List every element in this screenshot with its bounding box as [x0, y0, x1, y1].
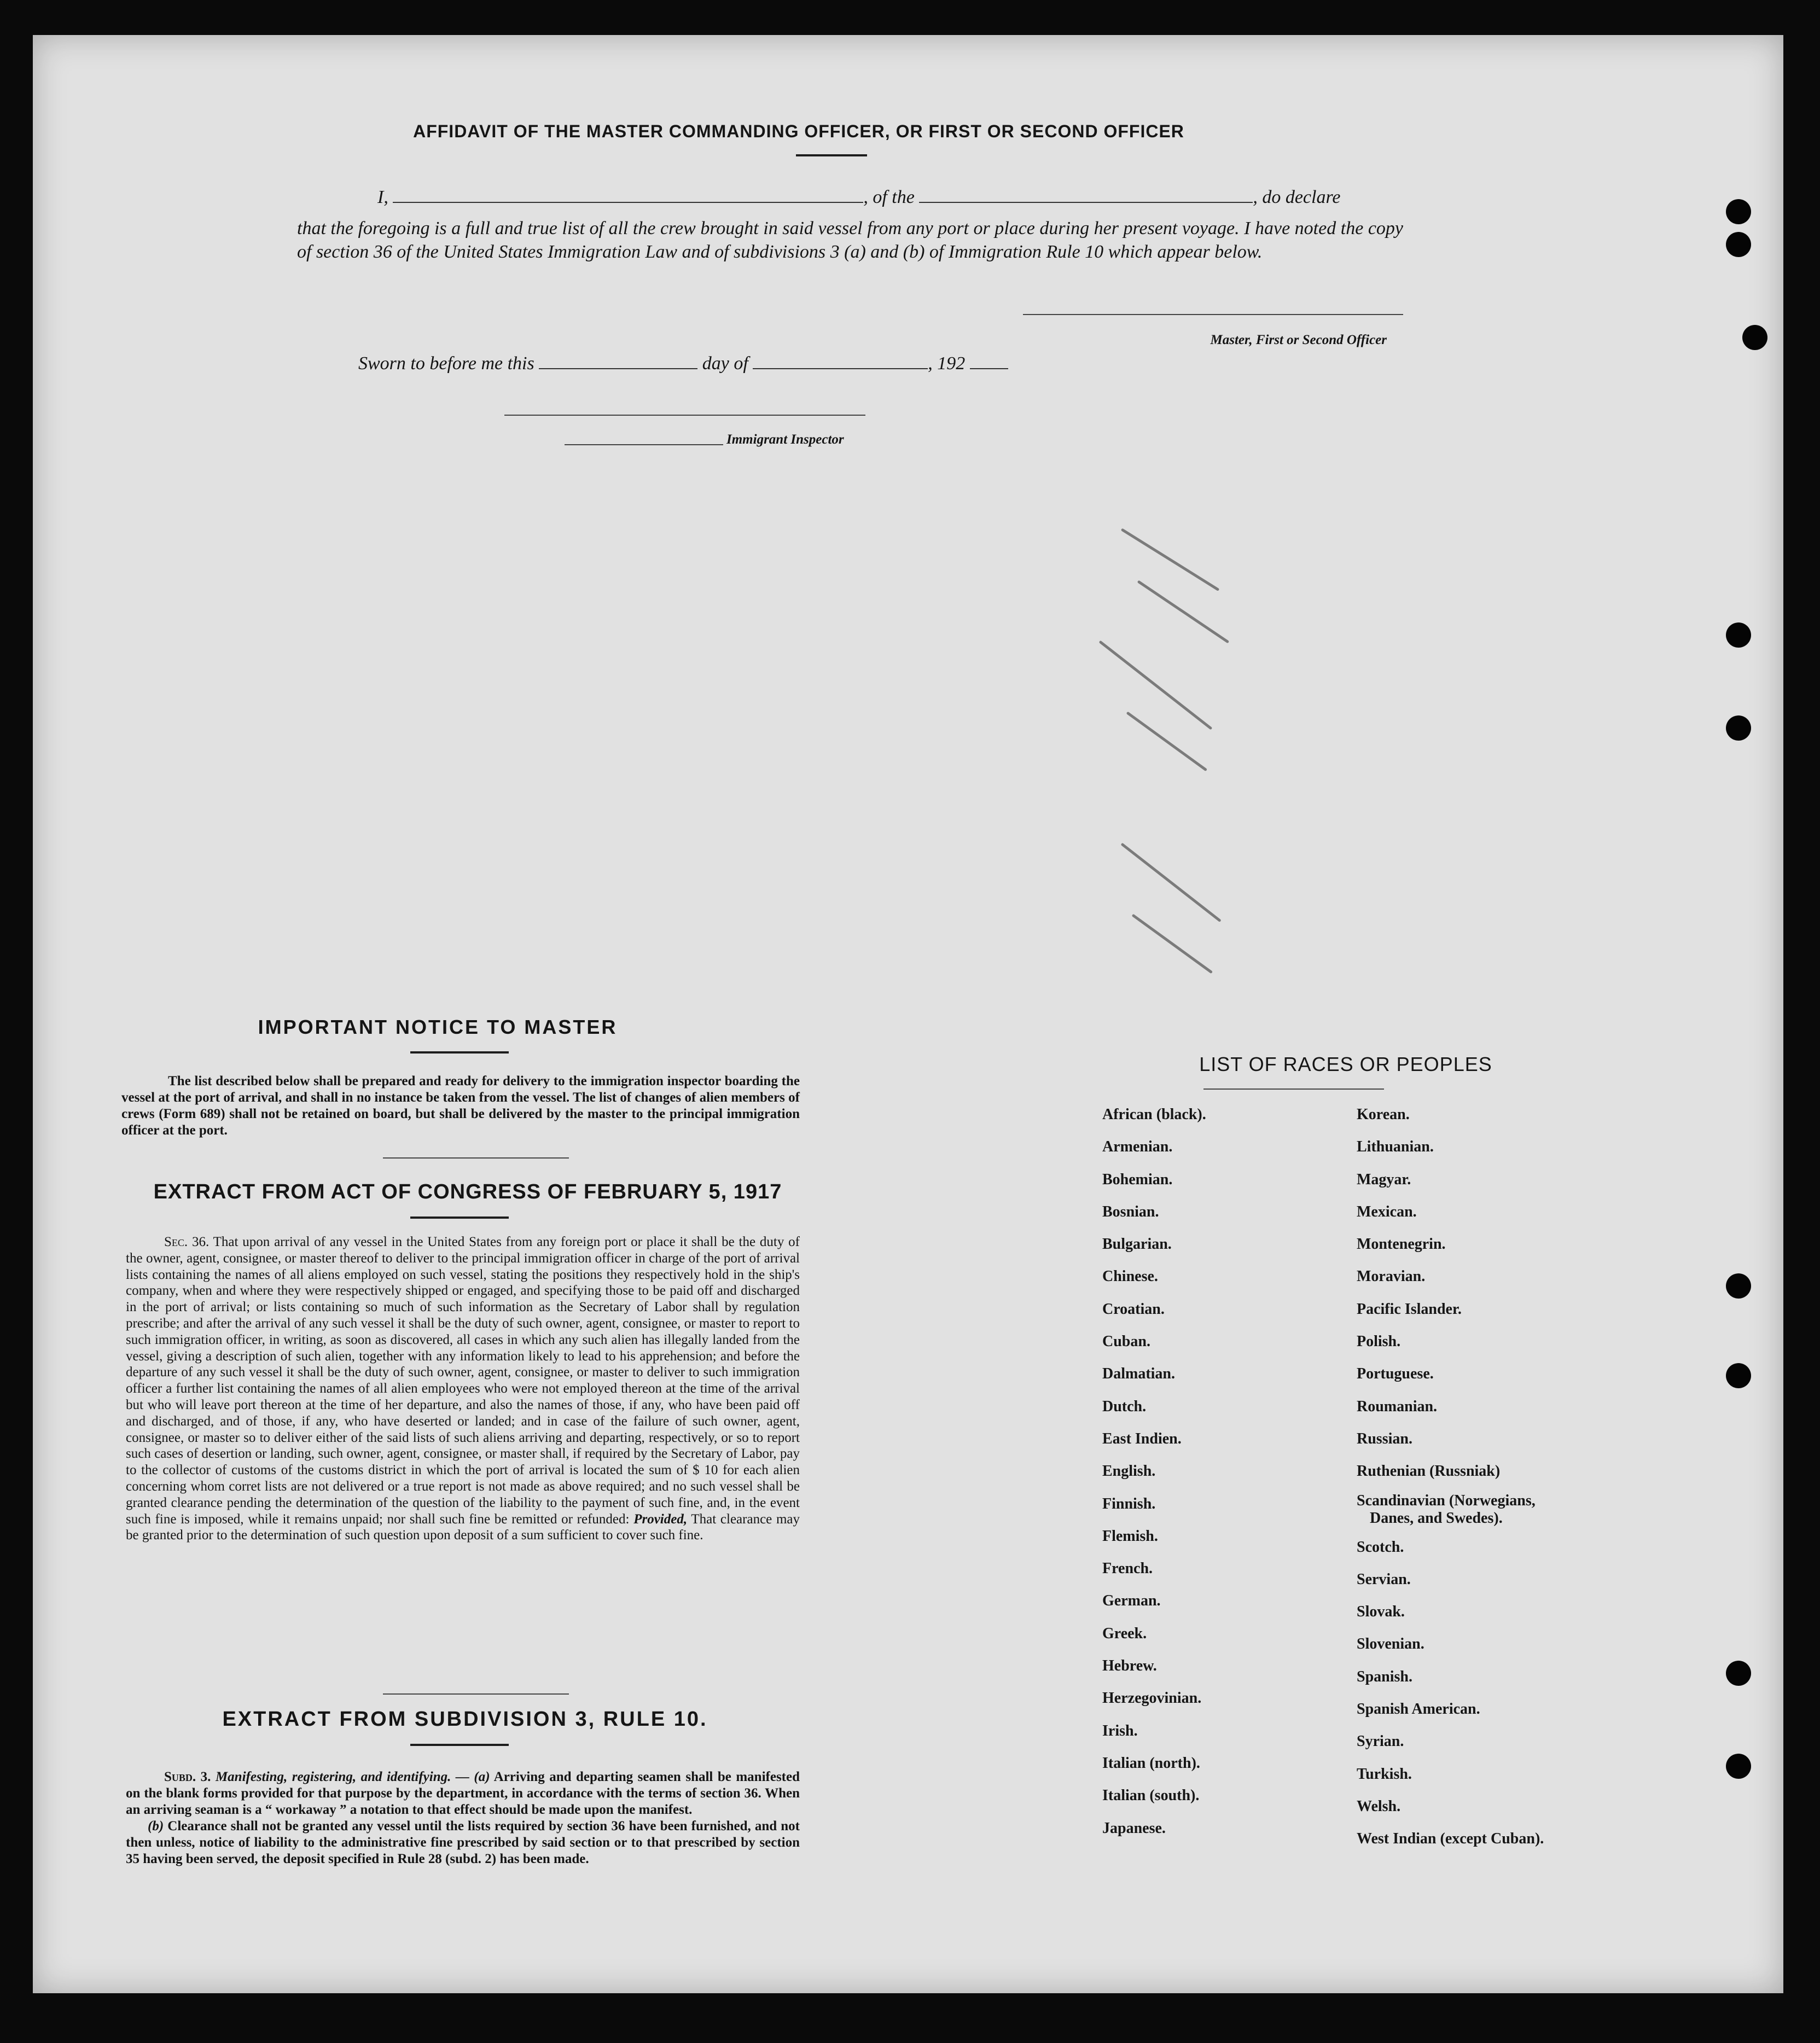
- provided-label: Provided,: [633, 1511, 688, 1527]
- subdivision-a: [126, 1769, 800, 1818]
- punch-hole: [1726, 199, 1751, 224]
- affidavit-declare-label: , do declare: [1253, 187, 1341, 207]
- race-item: Slovenian.: [1357, 1635, 1424, 1653]
- race-item: Scandinavian (Norwegians,: [1357, 1492, 1536, 1509]
- race-item: Mexican.: [1357, 1203, 1417, 1220]
- race-item: African (black).: [1102, 1106, 1206, 1123]
- subdivision-b: [126, 1818, 800, 1867]
- signature-label: Master, First or Second Officer: [1210, 333, 1387, 347]
- affidavit-of-label: , of the: [863, 187, 915, 207]
- act-extract-divider: [410, 1217, 509, 1219]
- rule-extract-body: [126, 1769, 800, 1867]
- affidavit-i-label: I,: [377, 187, 388, 207]
- race-item: Italian (south).: [1102, 1787, 1200, 1805]
- subd-title: Manifesting, registering, and identifying.: [215, 1770, 451, 1784]
- race-item: Polish.: [1357, 1333, 1401, 1351]
- races-left-column: [1102, 1106, 1206, 1852]
- punch-hole: [1726, 232, 1751, 257]
- subd-a-text: Arriving and departing seamen shall be manifested on the blank forms provided for that purpose by the department, in accordance with the terms of section 36. When an arriving seaman is a “ workaway ” a notation to that effect should be made upon the manifest.: [126, 1770, 800, 1817]
- race-item: East Indien.: [1102, 1430, 1182, 1447]
- race-item: Danes, and Swedes).: [1370, 1509, 1503, 1527]
- race-item: Syrian.: [1357, 1733, 1404, 1750]
- race-item: Korean.: [1357, 1106, 1410, 1123]
- sworn-line: [358, 353, 1124, 374]
- race-item: Servian.: [1357, 1570, 1411, 1588]
- subd-a-label: — (a): [455, 1770, 490, 1784]
- master-name-field[interactable]: [393, 202, 863, 203]
- race-item: Dutch.: [1102, 1398, 1147, 1415]
- race-item: Chinese.: [1102, 1268, 1158, 1285]
- sec-36-label: Sec. 36.: [164, 1235, 210, 1249]
- race-item: Dalmatian.: [1102, 1365, 1175, 1383]
- inspector-label: Immigrant Inspector: [726, 432, 844, 447]
- act-extract-end-rule: [383, 1693, 569, 1695]
- title-divider: [796, 154, 867, 156]
- year-prefix-label: , 192: [928, 353, 966, 374]
- race-item: Irish.: [1102, 1722, 1138, 1739]
- race-item: Turkish.: [1357, 1765, 1412, 1783]
- notice-body: The list described below shall be prepared and ready for delivery to the immigration inspector boarding the vessel at the port of arrival, and shall in no instance be taken from the vessel. The list of changes of alien members of crews (Form 689) shall not be retained on board, but shall be delivered by the master to the principal immigration officer at the port.: [121, 1074, 800, 1138]
- race-item: Roumanian.: [1357, 1398, 1438, 1415]
- punch-hole: [1726, 1754, 1751, 1779]
- rule-extract-divider: [410, 1744, 509, 1746]
- race-item: Bulgarian.: [1102, 1236, 1172, 1253]
- race-item: Spanish American.: [1357, 1701, 1480, 1718]
- race-item: Russian.: [1357, 1430, 1412, 1447]
- sworn-day-field[interactable]: [539, 368, 697, 369]
- race-item: Portuguese.: [1357, 1365, 1434, 1383]
- punch-hole: [1726, 1273, 1751, 1299]
- race-item: Italian (north).: [1102, 1754, 1200, 1772]
- race-item: Spanish.: [1357, 1668, 1412, 1685]
- races-divider: [1203, 1089, 1384, 1090]
- affidavit-declaration-line: [295, 187, 1403, 208]
- race-item: Moravian.: [1357, 1268, 1426, 1285]
- day-of-label: day of: [702, 353, 748, 374]
- race-item: Slovak.: [1357, 1603, 1405, 1621]
- punch-hole: [1742, 325, 1767, 350]
- notice-title: IMPORTANT NOTICE TO MASTER: [258, 1016, 618, 1038]
- act-extract-body: [126, 1234, 800, 1544]
- subd-b-label: (b): [148, 1819, 164, 1834]
- race-item: Pacific Islander.: [1357, 1300, 1462, 1318]
- punch-hole: [1726, 1363, 1751, 1388]
- race-item: Flemish.: [1102, 1527, 1158, 1545]
- race-item: Hebrew.: [1102, 1657, 1157, 1675]
- race-item: Japanese.: [1102, 1819, 1166, 1837]
- race-item: Croatian.: [1102, 1300, 1165, 1318]
- notice-end-rule: [383, 1157, 569, 1159]
- affidavit-body: that the foregoing is a full and true list of all the crew brought in said vessel from any port or place during her present voyage. I have noted the copy of section 36 of the United States Immigration Law and of subdivisions 3 (a) and (b) of Immigration Rule 10 which appear below.: [297, 218, 1403, 262]
- race-item: Herzegovinian.: [1102, 1690, 1202, 1707]
- race-item: German.: [1102, 1592, 1161, 1610]
- race-item: Bohemian.: [1102, 1171, 1173, 1188]
- act-extract-title: EXTRACT FROM ACT OF CONGRESS OF FEBRUARY 5, 1917: [153, 1180, 782, 1203]
- race-item: Cuban.: [1102, 1333, 1150, 1351]
- race-item: West Indian (except Cuban).: [1357, 1830, 1544, 1848]
- race-item: French.: [1102, 1560, 1153, 1578]
- notice-divider: [410, 1051, 509, 1053]
- inspector-name-line[interactable]: [565, 444, 723, 445]
- race-item: English.: [1102, 1463, 1156, 1480]
- race-item: Armenian.: [1102, 1138, 1173, 1156]
- races-title: LIST OF RACES OR PEOPLES: [1199, 1053, 1492, 1075]
- race-item: Greek.: [1102, 1625, 1147, 1642]
- inspector-signature-line[interactable]: [504, 415, 865, 416]
- race-item: Montenegrin.: [1357, 1236, 1446, 1253]
- punch-hole: [1726, 715, 1751, 741]
- rule-extract-title: EXTRACT FROM SUBDIVISION 3, RULE 10.: [222, 1708, 708, 1731]
- vessel-name-field[interactable]: [919, 202, 1253, 203]
- subd-label: Subd. 3.: [164, 1770, 211, 1784]
- sec-36-text: That upon arrival of any vessel in the United States from any foreign port or place it shall be the duty of the owner, agent, consignee, or master thereof to deliver to the principal immigration officer in charge of the port of arrival lists containing the names of all aliens employed on such vessel, stating the positions they respectively hold in the ship's company, when and where they were respectively shipped or engaged, and specifying those to be paid off and discharged in the port of arrival; or lists containing so much of such information as the Secretary of Labor shall by regulation prescribe; and after the arrival of any such vessel it shall be the duty of such owner, agent, consignee, or master to report to such immigration officer, in writing, as soon as discovered, all cases in which any such alien has illegally landed from the vessel, giving a description of such alien, together with any information likely to lead to his apprehension; and before the departure of any such vessel it shall be the duty of such owner, agent, consignee, or master to deliver to such immigration officer a further list containing the names of all alien employees who were not employed thereon at the time of the arrival but who will leave port thereon at the time of her departure, and also the names of those, if any, who have been paid off and discharged, and of those, if any, who have deserted or landed; and in case of the failure of such owner, agent, consignee, or master so to deliver either of the said lists of such aliens arriving and departing, respectively, or so to report such cases of desertion or landing, such owner, agent, consignee, or master shall, if required by the Secretary of Labor, pay to the collector of customs of the customs district in which the port of arrival is located the sum of $ 10 for each alien concerning whom corret lists are not delivered or a true report is not made as above required; and no such vessel shall be granted clearance pending the determination of the question of the liability to the payment of such fine, and, in the event such fine is imposed, while it remains unpaid; nor shall such fine be remitted or refunded:: [126, 1235, 800, 1527]
- sworn-year-field[interactable]: [970, 368, 1008, 369]
- sworn-month-field[interactable]: [753, 368, 928, 369]
- race-item: Scotch.: [1357, 1538, 1404, 1556]
- race-item: Welsh.: [1357, 1797, 1401, 1815]
- race-item: Lithuanian.: [1357, 1138, 1434, 1156]
- race-item: Magyar.: [1357, 1171, 1411, 1188]
- races-right-column: [1357, 1106, 1544, 1863]
- signature-line[interactable]: [1023, 314, 1403, 315]
- punch-hole: [1726, 622, 1751, 648]
- sworn-label: Sworn to before me this: [358, 353, 534, 374]
- affidavit-title: AFFIDAVIT OF THE MASTER COMMANDING OFFICER, OR FIRST OR SECOND OFFICER: [413, 121, 1184, 141]
- punch-hole: [1726, 1661, 1751, 1686]
- subd-b-text: Clearance shall not be granted any vessel until the lists required by section 36 have been furnished, and not then unless, notice of liability to the administrative fine prescribed by said section or to that prescribed by section 35 having been served, the deposit specified in Rule 28 (subd. 2) has been made.: [126, 1819, 800, 1866]
- race-item: Bosnian.: [1102, 1203, 1159, 1220]
- race-item: Finnish.: [1102, 1495, 1156, 1512]
- sec-36-tail: That clearance may be granted prior to the determination of such question upon deposit of a sum sufficient to cover such fine.: [126, 1511, 800, 1543]
- race-item: Ruthenian (Russniak): [1357, 1463, 1501, 1480]
